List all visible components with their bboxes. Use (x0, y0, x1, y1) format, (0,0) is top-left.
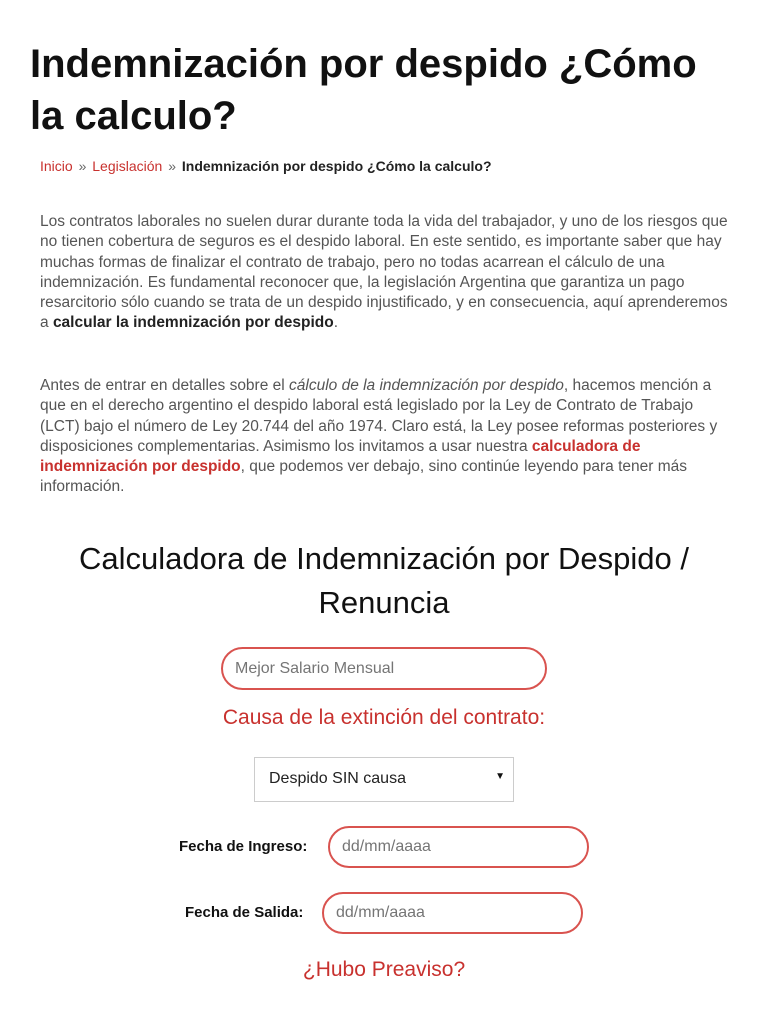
breadcrumb (40, 158, 492, 174)
intro-p2-italic: cálculo de la indemnización por despido (289, 377, 564, 394)
dropdown-arrow-icon: ▼ (495, 771, 505, 782)
page-title: Indemnización por despido ¿Cómo la calculo? (30, 42, 697, 138)
intro-p1-text: Los contratos laborales no suelen durar durante toda la vida del trabajador, y uno de los riesgos que no tienen cobertura de seguros es el despido laboral. En este sentido, es importante saber que hay muchas formas de finalizar el contrato de trabajo, pero no todas acarrean el cálculo de una indemnización. Es fundamental reconocer que, la legislación Argentina que garantiza un pago resarcitorio sólo cuando se trata de un despido injustificado, y en consecuencia, aquí aprenderemos a (40, 213, 728, 332)
intro-p2-text-3: , que podemos ver debajo, sino continúe leyendo para tener más información. (40, 458, 688, 496)
exit-date-input[interactable] (322, 892, 583, 934)
intro-p1-bold: calcular la indemnización por despido (52, 314, 334, 332)
notice-label: ¿Hubo Preaviso? (302, 958, 466, 981)
entry-date-label: Fecha de Ingreso: (179, 838, 308, 855)
salary-input[interactable] (221, 647, 547, 690)
breadcrumb-section-link[interactable]: Legislación (92, 158, 163, 174)
intro-paragraph-1 (40, 212, 730, 334)
calculator-title: Calculadora de Indemnización por Despido / Renuncia (78, 541, 690, 620)
cause-select[interactable] (254, 757, 514, 802)
intro-p1-end: . (333, 314, 339, 332)
breadcrumb-separator: » (78, 158, 87, 174)
cause-label: Causa de la extinción del contrato: (222, 706, 546, 729)
intro-p2-text-1: Antes de entrar en detalles sobre el (40, 377, 290, 394)
breadcrumb-separator: » (168, 158, 177, 174)
breadcrumb-current: Indemnización por despido ¿Cómo la calculo? (181, 158, 492, 174)
intro-paragraph-2 (40, 376, 730, 498)
entry-date-input[interactable] (328, 826, 589, 868)
exit-date-label: Fecha de Salida: (185, 904, 304, 921)
calculator-link[interactable]: calculadora de indemnización por despido (40, 437, 641, 476)
cause-select-value: Despido SIN causa (269, 770, 406, 787)
breadcrumb-home-link[interactable]: Inicio (40, 158, 73, 174)
intro-p2-text-2: , hacemos mención a que en el derecho argentino el despido laboral está legislado por la Ley de Contrato de Trabajo (LCT) bajo el número de Ley 20.744 del año 1974. Claro está, la Ley posee reformas posteriores y disposiciones complementarias. Asimismo los invitamos a usar nuestra (40, 377, 718, 455)
